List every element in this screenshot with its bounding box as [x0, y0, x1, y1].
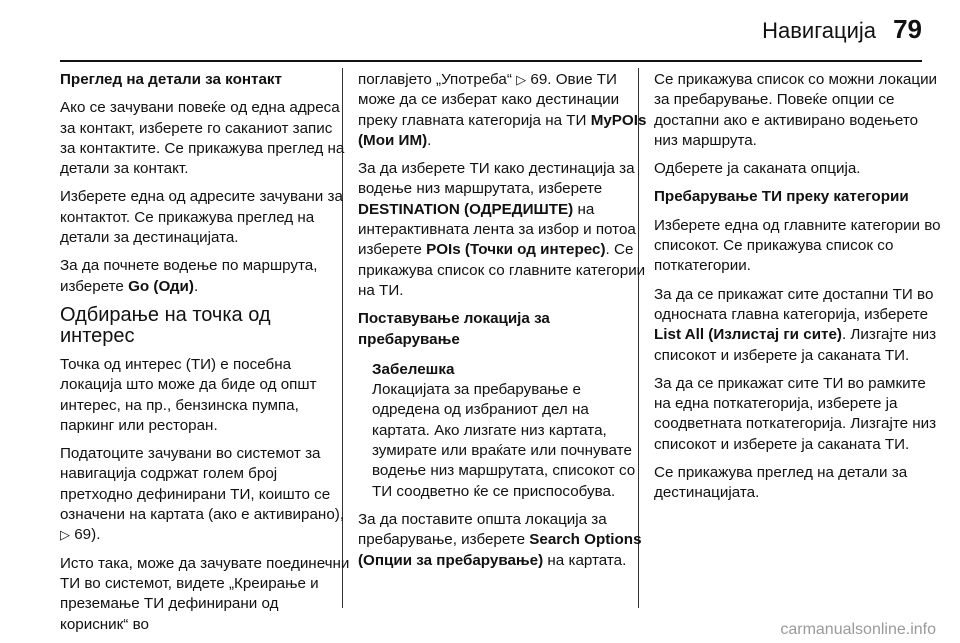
text: поглавјето „Употреба“ — [358, 71, 517, 88]
note-text: Локацијата за пребарување е одредена од избраниот дел на картата. Ако лизгате низ картата, зумирате или враќате или почнувате водење низ маршрутата, списокот со ТИ соодветно ќе се приспособува. — [372, 381, 636, 500]
paragraph: Исто така, може да зачувате поединечни ТИ во системот, видете „Креирање и преземање ТИ дефинирани од корисник“ во — [60, 554, 350, 633]
page-reference[interactable]: 69 — [74, 526, 92, 544]
page-reference-arrow-icon: ▷ — [60, 527, 70, 543]
paragraph: Се прикажува преглед на детали за дестинацијата. — [654, 464, 908, 502]
paragraph: Се прикажува список со можни локации за пребарување. Повеќе опции се достапни ако е активирано водењето низ маршрута. — [654, 71, 938, 149]
column-2 — [358, 70, 648, 579]
paragraph — [60, 444, 350, 545]
text: Податоците зачувани во системот за навигација содржат голем број претходно дефинирани ТИ, коишто се означени на картата (ако е активирано), — [60, 445, 345, 524]
text: ). — [91, 526, 101, 544]
text: . — [427, 131, 432, 149]
text: За да почнете водење по маршрута, изберете — [60, 257, 318, 295]
text: За да изберете ТИ како дестинација за водење низ маршрутата, изберете — [358, 160, 635, 198]
text: За да се прикажат сите достапни ТИ во односната главна категорија, изберете — [654, 285, 934, 323]
watermark: carmanualsonline.info — [780, 621, 936, 638]
paragraph — [358, 159, 648, 301]
column-3 — [654, 70, 944, 512]
header-rule — [60, 60, 922, 62]
section-heading: Поставување локација за пребарување — [358, 310, 550, 348]
chapter-heading: Одбирање на точка од интерес — [60, 303, 271, 347]
section-heading: Преглед на детали за контакт — [60, 71, 282, 88]
paragraph — [358, 510, 648, 571]
list-all-label: List All (Излистај ги сите) — [654, 326, 842, 344]
paragraph: Одберете ја саканата опција. — [654, 160, 861, 178]
page-number: 79 — [893, 14, 922, 44]
page-header — [0, 0, 960, 60]
paragraph: Изберете една од главните категории во списокот. Се прикажува список со поткатегории. — [654, 216, 941, 275]
paragraph — [654, 285, 944, 366]
destination-label: DESTINATION (ОДРЕДИШТЕ) — [358, 200, 574, 218]
page-title: Навигација — [762, 18, 876, 43]
text: на интерактивната лента за избор и потоа изберете — [358, 200, 636, 259]
section-heading: Пребарување ТИ преку категории — [654, 188, 909, 206]
note-title: Забелешка — [372, 360, 455, 378]
paragraph: Изберете една од адресите зачувани за контактот. Се прикажува преглед на детали за дестинацијата. — [60, 188, 343, 247]
go-label: Go (Оди) — [128, 277, 194, 295]
mypois-label: MyPOIs (Мои ИМ) — [358, 111, 647, 149]
text: . Се прикажува список со главните категории на ТИ. — [358, 241, 646, 299]
paragraph — [358, 70, 648, 151]
text: . Овие ТИ може да се изберат како дестинации преку главната категорија на ТИ — [358, 71, 620, 129]
text: на картата. — [543, 551, 627, 569]
paragraph: Ако се зачувани повеќе од една адреса за контакт, изберете го саканиот запис за контактите. Се прикажува преглед на детали за контакт. — [60, 99, 345, 178]
text: . Лизгајте низ списокот и изберете ја саканата ТИ. — [654, 326, 937, 364]
column-1 — [60, 70, 350, 643]
page-reference-arrow-icon: ▷ — [516, 72, 527, 87]
page-reference[interactable]: 69 — [530, 71, 548, 88]
text: . — [193, 277, 199, 295]
pois-label: POIs (Точки од интерес) — [426, 241, 606, 259]
paragraph: За да се прикажат сите ТИ во рамките на една поткатегорија, изберете ја соодветната поткатегорија. Лизгајте низ списокот и изберете ја саканата ТИ. — [654, 374, 937, 453]
search-options-label: Search Options (Опции за пребарување) — [358, 531, 642, 569]
text: За да поставите општа локација за пребарување, изберете — [358, 510, 607, 549]
paragraph: Точка од интерес (ТИ) е посебна локација што може да биде од општ интерес, на пр., бензинска пумпа, паркинг или ресторан. — [60, 355, 317, 434]
paragraph — [60, 256, 350, 297]
note-box — [372, 360, 648, 502]
